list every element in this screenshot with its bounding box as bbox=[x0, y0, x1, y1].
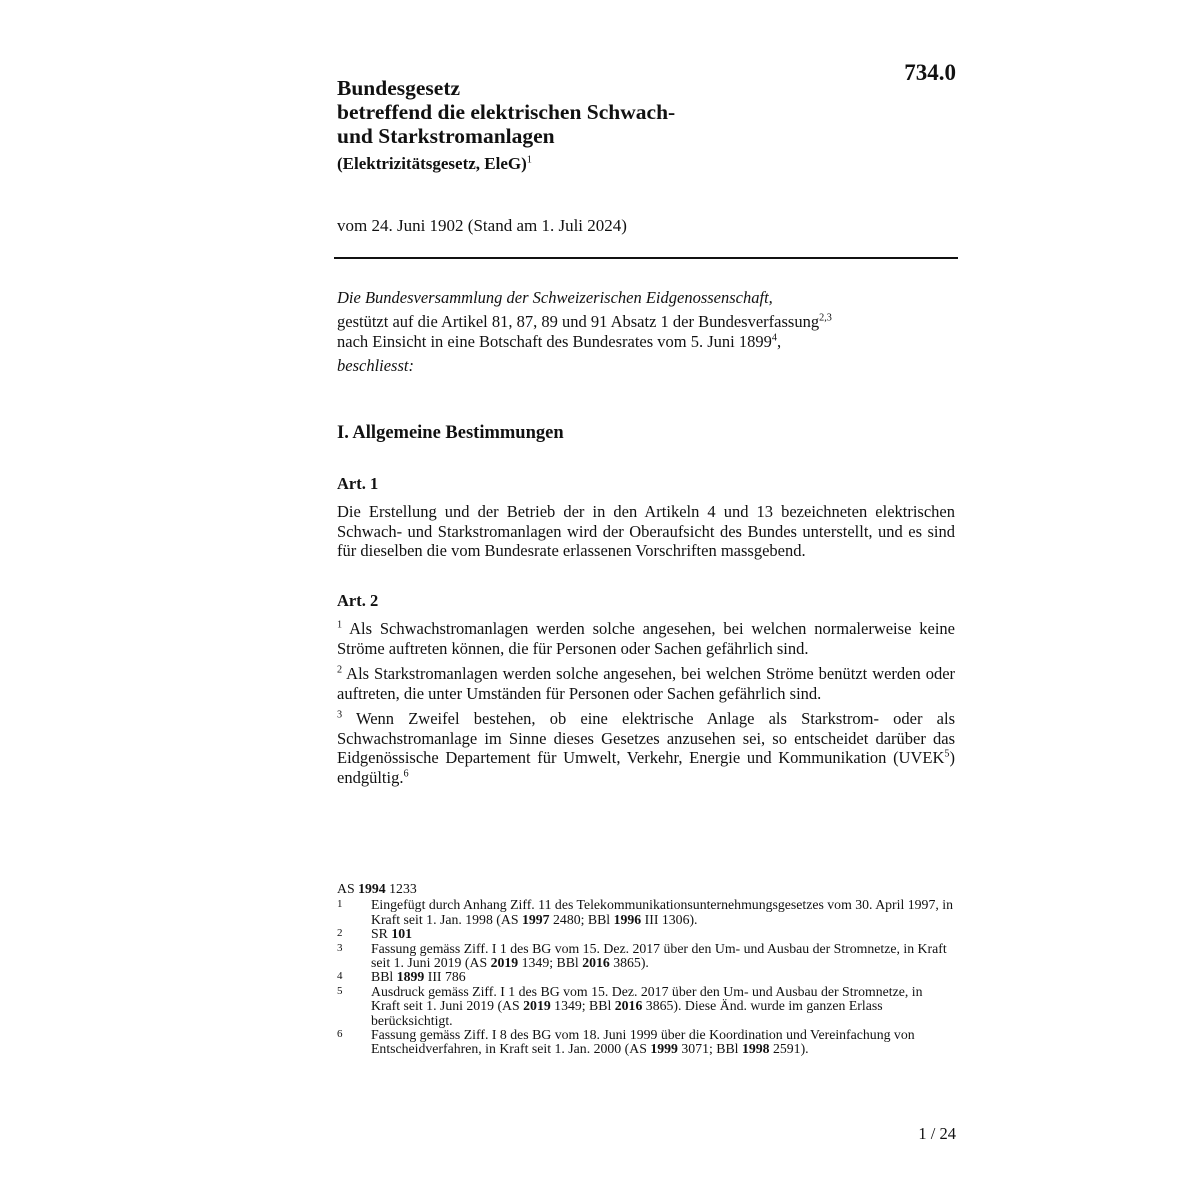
article-body bbox=[337, 502, 955, 567]
footnote-number: 4 bbox=[337, 970, 343, 983]
article-paragraph: Die Erstellung und der Betrieb der in den Artikeln 4 und 13 bezeichneten elektrischen Schwach- und Starkstromanlagen wird der Oberaufsicht des Bundes unterstellt, und es sind für dieselben die vom Bundesrate erlassenen Vorschriften massgebend. bbox=[337, 502, 955, 560]
article-paragraph bbox=[337, 709, 955, 787]
footnote-text: Fassung gemäss Ziff. I 1 des BG vom 15. Dez. 2017 über den Um- und Ausbau der Stromnetze, in Kraft seit 1. Juni 2019 (AS 2019 1349; BBl 2016 3865). bbox=[371, 940, 947, 971]
official-collection-ref bbox=[337, 882, 955, 896]
title-line: betreffend die elektrischen Schwach- bbox=[337, 100, 676, 124]
footnote bbox=[337, 985, 955, 1028]
footnote-list bbox=[337, 898, 955, 1056]
footnote-text: Fassung gemäss Ziff. I 8 des BG vom 18. Juni 1999 über die Koordination und Vereinfachung von Entscheidverfahren, in Kraft seit 1. Jan. 2000 (AS 1999 3071; BBl 1998 2591). bbox=[371, 1027, 915, 1057]
as-prefix: AS bbox=[337, 881, 355, 896]
article-heading: Art. 2 bbox=[337, 591, 379, 610]
footnote bbox=[337, 927, 955, 941]
paragraph-number: 2 bbox=[337, 664, 343, 676]
article-paragraph bbox=[337, 619, 955, 658]
footnote bbox=[337, 942, 955, 971]
page-number: 1 / 24 bbox=[918, 1124, 956, 1143]
footnote-number: 3 bbox=[337, 941, 343, 954]
article-heading: Art. 1 bbox=[337, 474, 379, 493]
as-year: 1994 bbox=[358, 881, 386, 896]
footnote bbox=[337, 1028, 955, 1057]
footnote-text: SR 101 bbox=[371, 926, 413, 942]
footnote-ref[interactable]: 1 bbox=[526, 154, 533, 166]
short-title-text: (Elektrizitätsgesetz, EleG) bbox=[337, 154, 527, 173]
footnote bbox=[337, 970, 955, 984]
preamble-line: Die Bundesversammlung der Schweizerischen Eidgenossenschaft, bbox=[337, 288, 773, 307]
footnote-number: 1 bbox=[337, 898, 343, 911]
footnote-number: 6 bbox=[337, 1028, 343, 1041]
footnotes bbox=[337, 882, 955, 1057]
section-title: I. Allgemeine Bestimmungen bbox=[337, 423, 564, 443]
short-title bbox=[337, 153, 532, 175]
footnote bbox=[337, 898, 955, 927]
paragraph-number: 1 bbox=[337, 619, 343, 631]
as-page: 1233 bbox=[389, 881, 417, 896]
preamble-text: gestützt auf die Artikel 81, 87, 89 und 91 Absatz 1 der Bundesverfassung bbox=[337, 312, 820, 331]
sr-number: 734.0 bbox=[904, 60, 956, 85]
divider bbox=[334, 257, 958, 259]
footnote-ref[interactable]: 5 bbox=[944, 748, 950, 760]
paragraph-text: Wenn Zweifel bestehen, ob eine elektrische Anlage als Starkstrom- oder als Schwachstromanlage im Sinne dieses Gesetzes anzusehen sei, so entscheidet darüber das Eidgenössische Departement für Umwelt, Verkehr, Energie und Kommunikation (UVEK bbox=[337, 709, 955, 767]
footnote-ref[interactable]: 4 bbox=[771, 332, 777, 344]
title-line: und Starkstromanlagen bbox=[337, 124, 555, 148]
paragraph-text: Als Schwachstromanlagen werden solche angesehen, bei welchen normalerweise keine Ströme auftreten können, die für Personen oder Sachen gefährlich sind. bbox=[337, 619, 955, 658]
article-paragraph bbox=[337, 664, 955, 703]
paragraph-text: Als Starkstromanlagen werden solche angesehen, bei welchen Ströme benützt werden oder auftreten, die unter Umständen für Personen oder Sachen gefährlich sind. bbox=[337, 664, 956, 703]
footnote-number: 5 bbox=[337, 984, 343, 997]
preamble-line bbox=[337, 332, 957, 352]
date-line: vom 24. Juni 1902 (Stand am 1. Juli 2024) bbox=[337, 216, 627, 235]
title-line: Bundesgesetz bbox=[337, 76, 461, 100]
law-title bbox=[337, 76, 837, 148]
paragraph-text: ) endgültig. bbox=[337, 748, 955, 787]
preamble bbox=[337, 288, 957, 376]
paragraph-number: 3 bbox=[337, 709, 343, 721]
preamble-line: beschliesst: bbox=[337, 356, 414, 375]
footnote-text: Eingefügt durch Anhang Ziff. 11 des Telekommunikationsunternehmungsgesetzes vom 30. April 1997, in Kraft seit 1. Jan. 1998 (AS 1997 2480; BBl 1996 III 1306). bbox=[371, 897, 953, 927]
article-body bbox=[337, 619, 955, 793]
preamble-text: nach Einsicht in eine Botschaft des Bundesrates vom 5. Juni 1899 bbox=[337, 332, 772, 351]
footnote-ref[interactable]: 6 bbox=[403, 768, 409, 779]
footnote-number: 2 bbox=[337, 927, 343, 940]
footnote-text: Ausdruck gemäss Ziff. I 1 des BG vom 15. Dez. 2017 über den Um- und Ausbau der Stromnetze, in Kraft seit 1. Juni 2019 (AS 2019 1349; BBl 2016 3865). Diese Änd. wurde im ganzen Erlass berücksichtigt. bbox=[371, 983, 923, 1028]
footnote-ref[interactable]: 2,3 bbox=[819, 312, 832, 324]
footnote-text: BBl 1899 III 786 bbox=[371, 969, 466, 985]
preamble-line bbox=[337, 312, 957, 332]
preamble-text: , bbox=[777, 332, 782, 351]
